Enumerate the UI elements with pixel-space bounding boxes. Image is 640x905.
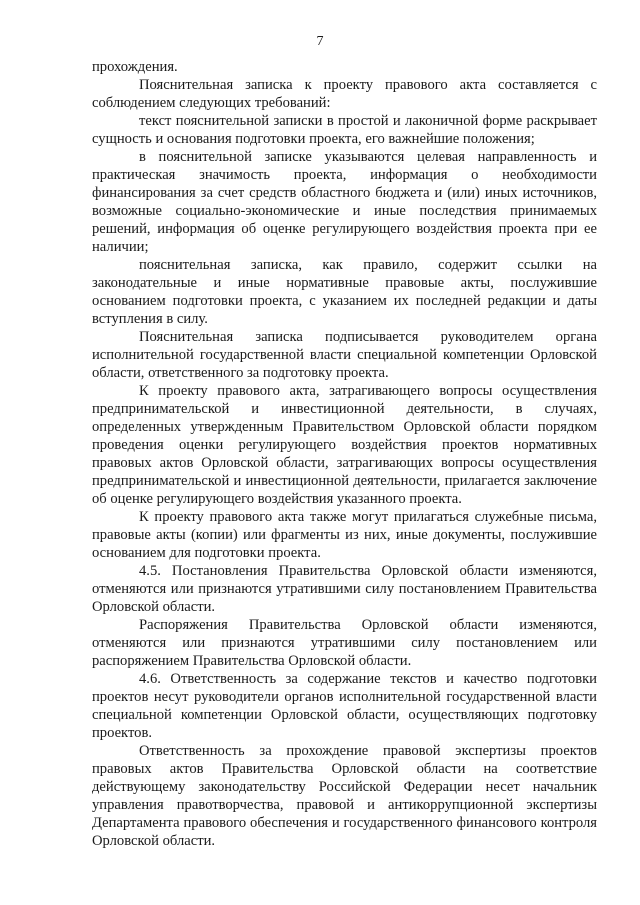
paragraph-regulatory-impact: К проекту правового акта, затрагивающего вопросы осуществления предпринимательской и инвестиционной деятельности, в случаях, определенных утвержденным Правительством Орловской области порядком проведения оценки регулирующего воздействия проектов нормативных правовых актов Орловской области, затрагивающих вопросы осуществления предпринимательской и инвестиционной деятельности, прилагается заключение об оценке регулирующего воздействия указанного проекта. — [92, 383, 597, 507]
paragraph-note-text: текст пояснительной записки в простой и лаконичной форме раскрывает сущность и основания подготовки проекта, его важнейшие положения; — [92, 113, 597, 147]
paragraph-continuation: прохождения. — [92, 59, 178, 75]
paragraph-attachments: К проекту правового акта также могут прилагаться служебные письма, правовые акты (копии) или фрагменты из них, иные документы, послужившие основанием для подготовки проекта. — [92, 509, 597, 561]
paragraph-note-signature: Пояснительная записка подписывается руководителем органа исполнительной государственной власти специальной компетенции Орловской области, ответственного за подготовку проекта. — [92, 329, 597, 381]
paragraph-note-contents: в пояснительной записке указываются целевая направленность и практическая значимость проекта, информация о необходимости финансирования за счет средств областного бюджета и (или) иных источников, возможные социально-экономические и иные последствия принимаемых решений, информация об оценке регулирующего воздействия проекта при ее наличии; — [92, 149, 597, 255]
paragraph-note-references: пояснительная записка, как правило, содержит ссылки на законодательные и иные нормативные правовые акты, послужившие основанием подготовки проекта, с указанием их последней редакции и даты вступления в силу. — [92, 257, 597, 327]
page-number: 7 — [316, 34, 324, 49]
paragraph-legal-expertise: Ответственность за прохождение правовой экспертизы проектов правовых актов Правительства Орловской области на соответствие действующему законодательству Российской Федерации несет начальник управления правотворчества, правовой и антикоррупционной экспертизы Департамента правового обеспечения и государственного финансового контроля Орловской области. — [92, 743, 597, 849]
paragraph-section-4-6: 4.6. Ответственность за содержание текстов и качество подготовки проектов несут руководители органов исполнительной государственной власти специальной компетенции Орловской области, осуществляющих подготовку проектов. — [92, 671, 597, 741]
paragraph-section-4-5: 4.5. Постановления Правительства Орловской области изменяются, отменяются или признаются утратившими силу постановлением Правительства Орловской области. — [92, 563, 597, 615]
paragraph-explanatory-note-requirements: Пояснительная записка к проекту правового акта составляется с соблюдением следующих требований: — [92, 77, 597, 111]
document-body — [92, 58, 597, 850]
paragraph-orders: Распоряжения Правительства Орловской области изменяются, отменяются или признаются утратившими силу постановлением или распоряжением Правительства Орловской области. — [92, 617, 597, 669]
